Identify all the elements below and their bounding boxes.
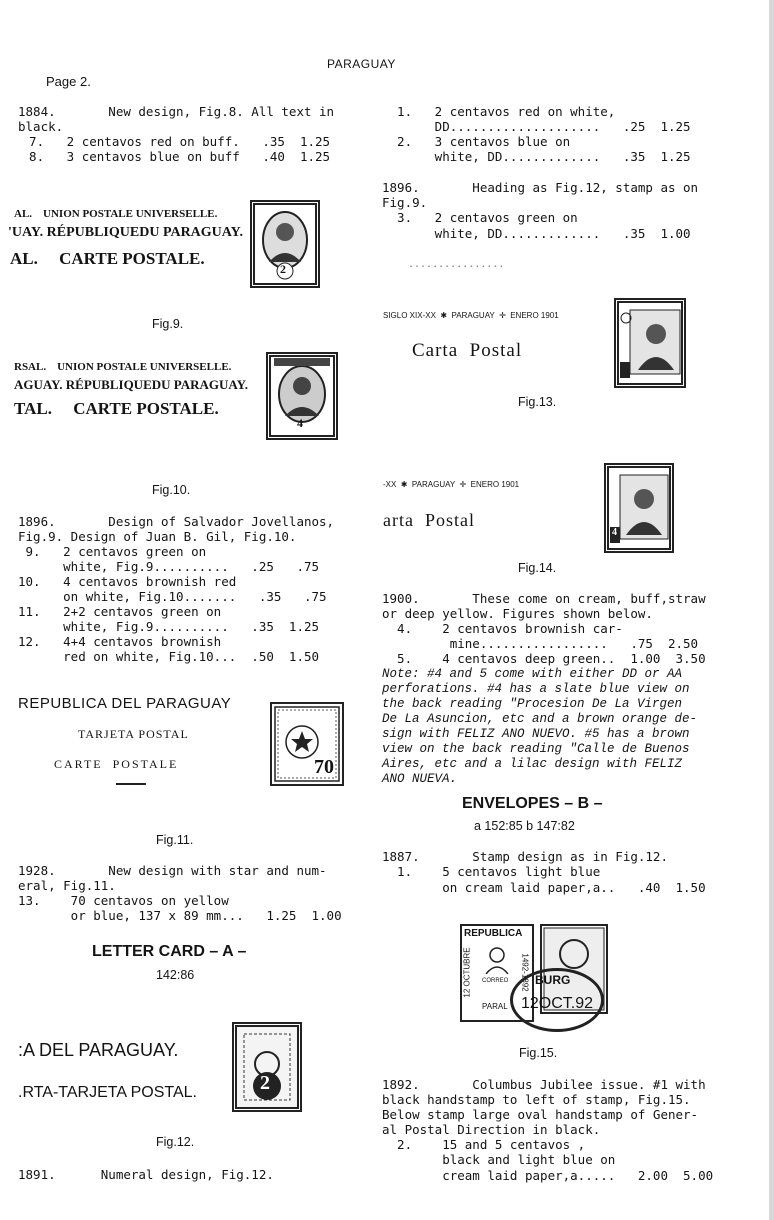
note-line6: view on the back reading "Calle de Buenos — [382, 742, 690, 756]
item-r4-b: mine................. .75 2.50 — [382, 636, 699, 651]
fig11-line1: REPUBLICA DEL PARAGUAY — [18, 695, 232, 712]
item-r1-a: 1. 2 centavos red on white, — [382, 104, 616, 119]
item-9-b: white, Fig.9.......... .25 .75 — [18, 559, 320, 574]
fig10-line1: RSAL. UNION POSTALE UNIVERSELLE. — [14, 361, 232, 373]
fig10-stamp-value: 4 — [297, 416, 303, 430]
fig13-stamp — [614, 298, 686, 388]
item-env2-c: cream laid paper,a..... 2.00 5.00 — [382, 1168, 714, 1183]
item-10-a: 10. 4 centavos brownish red — [18, 574, 237, 589]
fig15-handstamp-top: REPUBLICA — [464, 928, 523, 939]
fig10-caption: Fig.10. — [152, 483, 191, 497]
intro-1892-line2: black handstamp to left of stamp, Fig.15. — [382, 1092, 691, 1107]
item-12-a: 12. 4+4 centavos brownish — [18, 634, 222, 649]
fig13-heading: SIGLO XIX-XX ✱ PARAGUAY ✛ ENERO 1901 — [383, 311, 559, 320]
fig15-bottom: PARAL — [482, 1002, 508, 1011]
letter-card-heading: LETTER CARD – A – — [92, 943, 247, 960]
item-11-a: 11. 2+2 centavos green on — [18, 604, 222, 619]
note-line2: perforations. #4 has a slate blue view on — [382, 682, 690, 696]
fig9-stamp-value: 2 — [280, 262, 286, 276]
item-10-b: on white, Fig.10....... .35 .75 — [18, 589, 327, 604]
note-line3: the back reading "Procesion De La Virgen — [382, 697, 683, 711]
intro-1928-line2: eral, Fig.11. — [18, 878, 116, 893]
envelopes-sizes: a 152:85 b 147:82 — [474, 819, 575, 833]
fig11-line3: CARTE POSTALE — [54, 757, 179, 771]
fig9-stamp — [250, 200, 320, 288]
fig15-caption: Fig.15. — [519, 1046, 558, 1060]
fig15-small: CORREO — [482, 978, 509, 984]
item-r4-a: 4. 2 centavos brownish car- — [382, 621, 623, 636]
item-r2-a: 2. 3 centavos blue on — [382, 134, 571, 149]
fig12-line1: :A DEL PARAGUAY. — [18, 1040, 179, 1060]
intro-1892-line3: Below stamp large oval handstamp of Gener- — [382, 1107, 699, 1122]
fig10-line3: TAL. CARTE POSTALE. — [14, 399, 219, 418]
item-env2-b: black and light blue on — [382, 1152, 616, 1167]
note-line8: ANO NUEVA. — [382, 772, 458, 786]
fig14-title: arta Postal — [383, 510, 475, 530]
fig14-stamp-value: 4 — [612, 527, 617, 538]
intro-1928-line1: 1928. New design with star and num- — [18, 863, 327, 878]
note-line7: Aires, etc and a lilac design with FELIZ — [382, 757, 683, 771]
intro-r1896-line1: 1896. Heading as Fig.12, stamp as on — [382, 180, 699, 195]
fig15-side-right: 1492-1892 — [520, 953, 530, 992]
item-9-a: 9. 2 centavos green on — [18, 544, 207, 559]
item-8: 8. 3 centavos blue on buff .40 1.25 — [14, 149, 331, 164]
fig13-caption: Fig.13. — [518, 395, 557, 409]
intro-1884-line2: black. — [18, 119, 64, 134]
intro-1900-line2: or deep yellow. Figures shown below. — [382, 606, 653, 621]
fig10-line2: AGUAY. RÉPUBLIQUEDU PARAGUAY. — [14, 377, 249, 392]
item-env2-a: 2. 15 and 5 centavos , — [382, 1137, 586, 1152]
fig15-postmark — [510, 968, 604, 1032]
intro-1892-line4: al Postal Direction in black. — [382, 1122, 601, 1137]
fig9-line2: 'UAY. RÉPUBLIQUEDU PARAGUAY. — [8, 225, 243, 240]
fig12-line2: .RTA-TARJETA POSTAL. — [18, 1084, 197, 1101]
fig15-side-left: 12 OCTUBRE — [462, 947, 472, 998]
intro-1887: 1887. Stamp design as in Fig.12. — [382, 849, 668, 864]
note-line5: sign with FELIZ ANO NUEVO. #5 has a brown — [382, 727, 690, 741]
columbus-bust-icon — [482, 944, 512, 974]
intro-1891: 1891. Numeral design, Fig.12. — [18, 1167, 274, 1182]
fig13-title: Carta Postal — [412, 340, 523, 361]
note-line1: Note: #4 and 5 come with either DD or AA — [382, 667, 683, 681]
portrait-stamp-icon — [616, 300, 684, 386]
item-r2-b: white, DD............. .35 1.25 — [382, 149, 691, 164]
item-env1-b: on cream laid paper,a.. .40 1.50 — [382, 880, 706, 895]
intro-1900-line1: 1900. These come on cream, buff,straw — [382, 591, 706, 606]
item-13-a: 13. 70 centavos on yellow — [18, 893, 229, 908]
item-r5: 5. 4 centavos deep green.. 1.00 3.50 — [382, 651, 706, 666]
fig12-caption: Fig.12. — [156, 1135, 195, 1149]
letter-card-size: 142:86 — [156, 968, 195, 982]
envelopes-heading: ENVELOPES – B – — [462, 795, 603, 812]
fig11-stamp — [270, 702, 344, 786]
fig14-heading: -XX ✱ PARAGUAY ✛ ENERO 1901 — [383, 480, 520, 489]
item-r3-a: 3. 2 centavos green on — [382, 210, 578, 225]
portrait-stamp-icon — [606, 465, 672, 551]
fig15-postmark-town: BURG — [535, 973, 571, 987]
intro-1896-line1: 1896. Design of Salvador Jovellanos, — [18, 514, 335, 529]
item-12-b: red on white, Fig.10... .50 1.50 — [18, 649, 320, 664]
intro-1896-line2: Fig.9. Design of Juan B. Gil, Fig.10. — [18, 529, 297, 544]
fig12-stamp — [232, 1022, 302, 1112]
item-r3-b: white, DD............. .35 1.00 — [382, 226, 691, 241]
item-r1-b: DD.................... .25 1.25 — [382, 119, 691, 134]
fig9-line3: AL. CARTE POSTALE. — [10, 249, 205, 268]
intro-r1896-line2: Fig.9. — [382, 195, 428, 210]
fig9-line1: AL. UNION POSTALE UNIVERSELLE. — [14, 208, 218, 220]
numeral-stamp-icon — [234, 1024, 300, 1110]
fig14-caption: Fig.14. — [518, 561, 557, 575]
intro-1892-line1: 1892. Columbus Jubilee issue. #1 with — [382, 1077, 706, 1092]
page-number: Page 2. — [46, 74, 91, 89]
item-13-b: or blue, 137 x 89 mm... 1.25 1.00 — [18, 908, 342, 923]
intro-1884-line1: 1884. New design, Fig.8. All text in — [18, 104, 335, 119]
fig9-caption: Fig.9. — [152, 317, 184, 331]
page-country-heading: PARAGUAY — [327, 57, 396, 71]
dotted-divider: ................ — [408, 259, 505, 270]
fig12-stamp-value: 2 — [260, 1072, 270, 1094]
page-edge-shadow — [769, 0, 774, 1220]
fig11-caption: Fig.11. — [156, 833, 194, 847]
fig15-postmark-date: 12OCT.92 — [521, 995, 594, 1012]
fig11-stamp-value: 70 — [314, 756, 334, 778]
fig14-stamp — [604, 463, 674, 553]
fig10-stamp — [266, 352, 338, 440]
item-7: 7. 2 centavos red on buff. .35 1.25 — [14, 134, 331, 149]
fig11-rule — [116, 783, 146, 785]
item-env1-a: 1. 5 centavos light blue — [382, 864, 601, 879]
item-11-b: white, Fig.9.......... .35 1.25 — [18, 619, 320, 634]
note-line4: De La Asuncion, etc and a brown orange de- — [382, 712, 698, 726]
fig11-line2: TARJETA POSTAL — [78, 727, 189, 741]
